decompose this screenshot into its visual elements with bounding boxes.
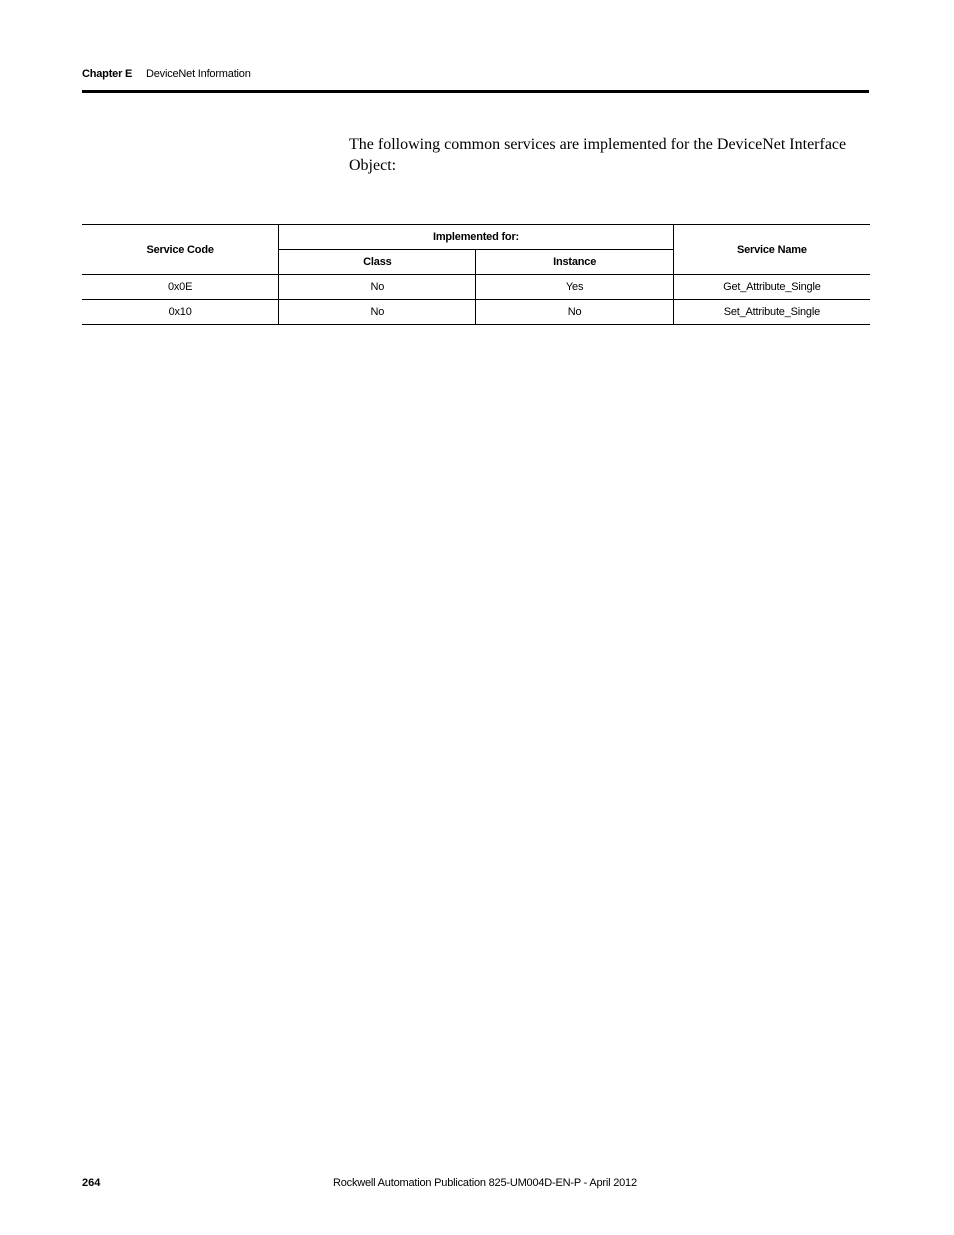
table-header-row [82,225,870,250]
chapter-label: Chapter E [82,68,133,80]
page-header [82,66,869,93]
header-instance: Instance [476,250,673,275]
cell-class: No [279,300,476,325]
cell-service-code: 0x10 [82,300,279,325]
header-service-name: Service Name [673,225,870,275]
table-row [82,300,870,325]
header-service-code: Service Code [82,225,279,275]
cell-service-code: 0x0E [82,275,279,300]
cell-instance: No [476,300,673,325]
publication-info: Rockwell Automation Publication 825-UM004D-EN-P - April 2012 [333,1177,637,1189]
cell-service-name: Get_Attribute_Single [673,275,870,300]
header-implemented-for: Implemented for: [279,225,674,250]
services-table [82,224,870,325]
table-row [82,275,870,300]
cell-service-name: Set_Attribute_Single [673,300,870,325]
section-title: DeviceNet Information [146,68,251,80]
header-class: Class [279,250,476,275]
intro-paragraph: The following common services are implemented for the DeviceNet Interface Object: [349,136,847,174]
cell-class: No [279,275,476,300]
page-number: 264 [82,1177,101,1189]
cell-instance: Yes [476,275,673,300]
